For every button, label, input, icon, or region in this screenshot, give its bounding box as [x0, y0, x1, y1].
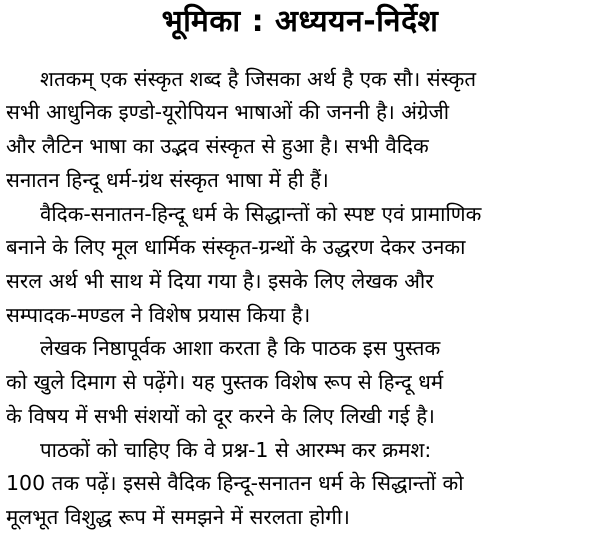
paragraph-3-line-3: के विषय में सभी संशयों को दूर करने के लिए लिखी गई है।	[6, 403, 435, 428]
page-title: भूमिका : अध्ययन-निर्देश	[161, 4, 439, 39]
paragraph-2-line-3: सरल अर्थ भी साथ में दिया गया है। इसके लिए लेखक और	[6, 269, 434, 293]
paragraph-1-line-2: सभी आधुनिक इण्डो-यूरोपियन भाषाओं की जननी है। अंग्रेजी	[6, 100, 450, 125]
paragraph-3-line-1: लेखक निष्ठापूर्वक आशा करता है कि पाठक इस पुस्तक	[40, 336, 441, 361]
paragraph-2-line-2: बनाने के लिए मूल धार्मिक संस्कृत-ग्रन्थों के उद्धरण देकर उनका	[6, 235, 466, 260]
paragraph-2-line-4: सम्पादक-मण्डल ने विशेष प्रयास किया है।	[6, 302, 311, 327]
paragraph-2-line-1: वैदिक-सनातन-हिन्दू धर्म के सिद्धान्तों को स्पष्ट एवं प्रामाणिक	[40, 201, 482, 226]
paragraph-4-line-2: 100 तक पढ़ें। इससे वैदिक हिन्दू-सनातन धर्म के सिद्धान्तों को	[6, 471, 464, 496]
paragraph-1-line-1: शतकम् एक संस्कृत शब्द है जिसका अर्थ है एक सौ। संस्कृत	[40, 66, 477, 91]
paragraph-1-line-3: और लैटिन भाषा का उद्भव संस्कृत से हुआ है। सभी वैदिक	[6, 134, 429, 159]
paragraph-3-line-2: को खुले दिमाग से पढ़ेंगे। यह पुस्तक विशेष रूप से हिन्दू धर्म	[6, 370, 444, 395]
paragraph-4-line-1: पाठकों को चाहिए कि वे प्रश्न-1 से आरम्भ कर क्रमश:	[40, 437, 432, 462]
paragraph-1-line-4: सनातन हिन्दू धर्म-ग्रंथ संस्कृत भाषा में ही हैं।	[6, 167, 329, 192]
paragraph-4-line-3: मूलभूत विशुद्ध रूप में समझने में सरलता होगी।	[6, 505, 350, 529]
